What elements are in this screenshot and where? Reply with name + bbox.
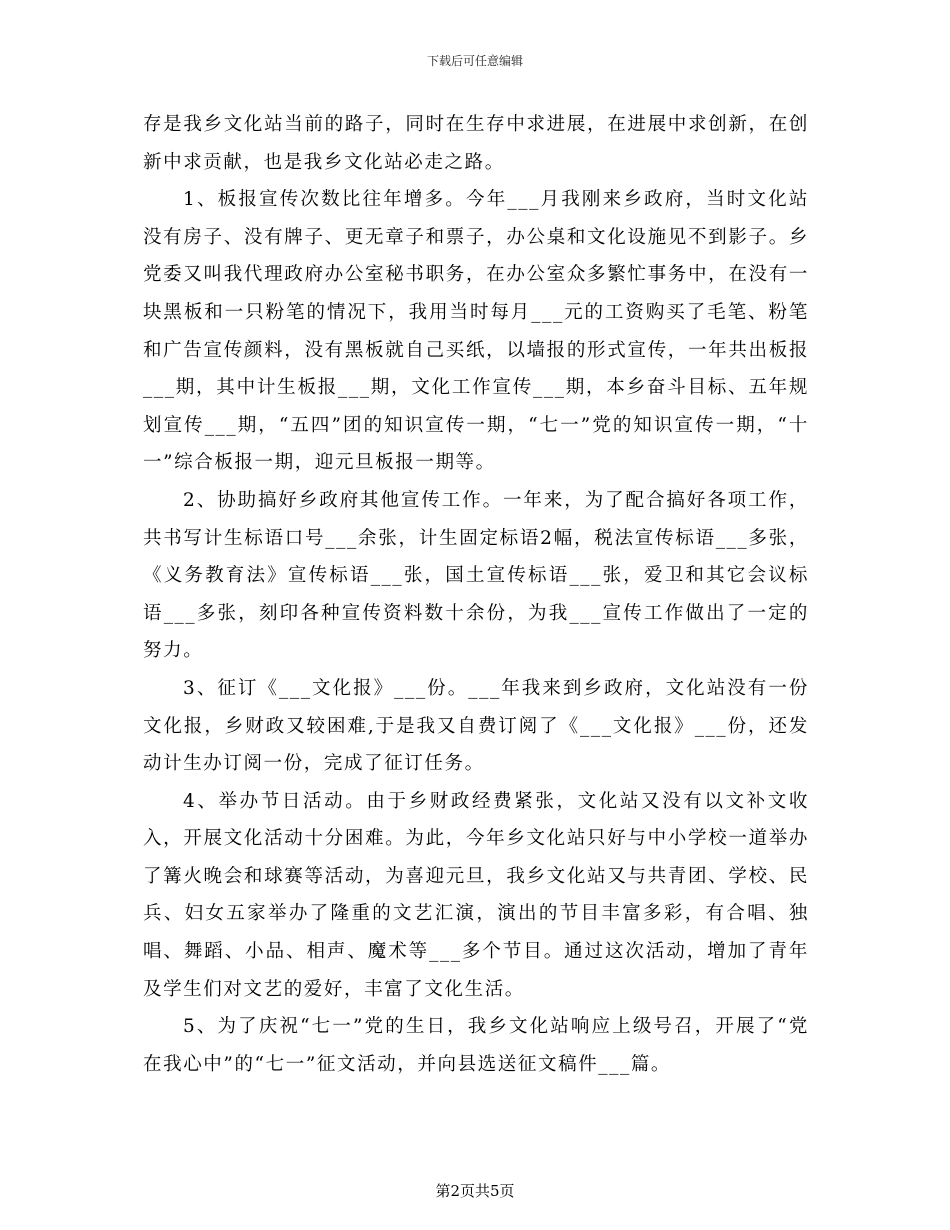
paragraph-item-1: 1、板报宣传次数比往年增多。今年___月我刚来乡政府，当时文化站没有房子、没有牌子、更无章子和票子，办公桌和文化设施见不到影子。乡党委又叫我代理政府办公室秘书职务，在办公室众多繁忙事务中，在没有一块黑板和一只粉笔的情况下，我用当时每月___元的工资购买了毛笔、粉笔和广告宣传颜料，没有黑板就自己买纸，以墙报的形式宣传，一年共出板报___期，其中计生板报___期，文化工作宣传___期，本乡奋斗目标、五年规划宣传___期，“五四”团的知识宣传一期，“七一”党的知识宣传一期，“十一”综合板报一期，迎元旦板报一期等。	[143, 189, 809, 474]
page-header: 下载后可任意编辑	[426, 54, 523, 68]
paragraph-item-2: 2、协助搞好乡政府其他宣传工作。一年来，为了配合搞好各项工作，共书写计生标语口号___余张，计生固定标语2幅，税法宣传标语___多张，《义务教育法》宣传标语___张，国土宣传标语___张，爱卫和其它会议标语___多张，刻印各种宣传资料数十余份，为我___宣传工作做出了一定的努力。	[143, 489, 809, 662]
paragraph-item-5: 5、为了庆祝“七一”党的生日，我乡文化站响应上级号召，开展了“党在我心中”的“七一”征文活动，并向县选送征文稿件___篇。	[143, 1016, 809, 1075]
paragraph-item-3: 3、征订《___文化报》___份。___年我来到乡政府，文化站没有一份文化报，乡财政又较困难,于是我又自费订阅了《___文化报》___份，还发动计生办订阅一份，完成了征订任务。	[143, 677, 809, 775]
page-number: 第2页共5页	[435, 1182, 515, 1200]
paragraph-continuation: 存是我乡文化站当前的路子，同时在生存中求进展，在进展中求创新，在创新中求贡献，也是我乡文化站必走之路。	[143, 114, 809, 173]
paragraph-item-4: 4、举办节日活动。由于乡财政经费紧张，文化站又没有以文补文收入，开展文化活动十分困难。为此，今年乡文化站只好与中小学校一道举办了篝火晚会和球赛等活动，为喜迎元旦，我乡文化站又与共青团、学校、民兵、妇女五家举办了隆重的文艺汇演，演出的节目丰富多彩，有合唱、独唱、舞蹈、小品、相声、魔术等___多个节目。通过这次活动，增加了青年及学生们对文艺的爱好，丰富了文化生活。	[143, 790, 809, 1000]
document-body	[143, 106, 809, 1083]
